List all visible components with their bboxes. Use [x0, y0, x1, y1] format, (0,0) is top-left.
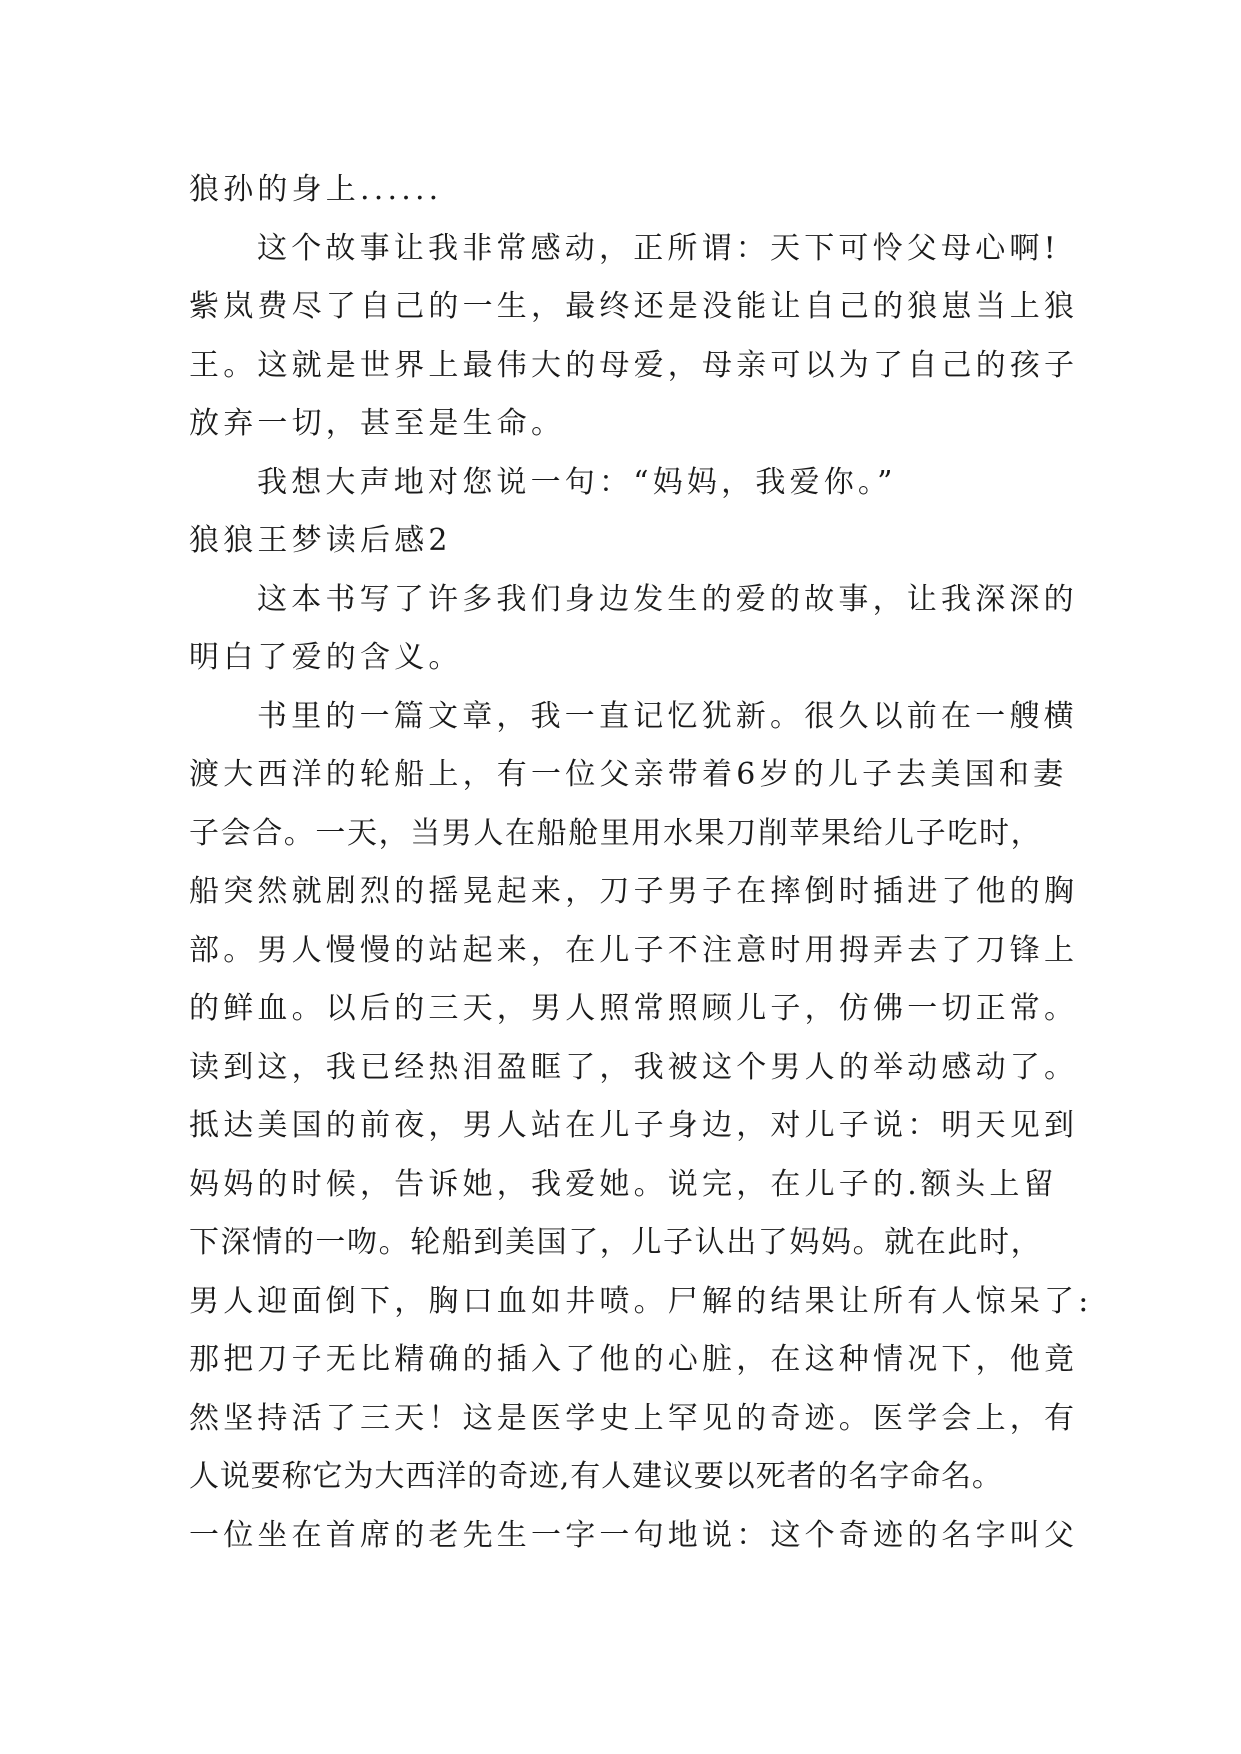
- document-body: [189, 161, 1093, 1565]
- text-line: 读到这，我已经热泪盈眶了，我被这个男人的举动感动了。: [189, 1049, 1079, 1085]
- text-line: 的鲜血。以后的三天，男人照常照顾儿子，仿佛一切正常。: [189, 991, 1079, 1026]
- text-line: 男人迎面倒下，胸口血如井喷。尸解的结果让所有人惊呆了:: [189, 1283, 1093, 1319]
- paragraph-first-line: 我想大声地对您说一句：“妈妈，我爱你。”: [257, 464, 897, 500]
- text-line: 下深情的一吻。轮船到美国了，儿子认出了妈妈。就在此时，: [189, 1225, 1043, 1260]
- text-line: 放弃一切，甚至是生命。: [189, 406, 566, 441]
- text-line: 妈妈的时候，告诉她，我爱她。说完，在儿子的.额头上留: [189, 1166, 1058, 1202]
- section-heading: 狼狼王梦读后感2: [189, 523, 452, 558]
- paragraph-first-line: 书里的一篇文章，我一直记忆犹新。很久以前在一艘横: [257, 698, 1078, 734]
- text-line: 明白了爱的含义。: [189, 640, 463, 675]
- text-line: 一位坐在首席的老先生一字一句地说：这个奇迹的名字叫父: [189, 1517, 1079, 1553]
- text-line: 渡大西洋的轮船上，有一位父亲带着6岁的儿子去美国和妻: [189, 757, 1068, 792]
- text-line: 狼孙的身上......: [189, 172, 443, 207]
- text-line: 人说要称它为大西洋的奇迹,有人建议要以死者的名字命名。: [189, 1459, 1003, 1494]
- text-line: 抵达美国的前夜，男人站在儿子身边，对儿子说：明天见到: [189, 1108, 1079, 1143]
- text-line: 王。这就是世界上最伟大的母爱，母亲可以为了自己的孩子: [189, 347, 1079, 383]
- paragraph-first-line: 这个故事让我非常感动，正所谓：天下可怜父母心啊!: [257, 230, 1060, 266]
- text-line: 紫岚费尽了自己的一生，最终还是没能让自己的狼崽当上狼: [189, 289, 1079, 324]
- paragraph-first-line: 这本书写了许多我们身边发生的爱的故事，让我深深的: [257, 581, 1078, 617]
- text-line: 部。男人慢慢的站起来，在儿子不注意时用拇弄去了刀锋上: [189, 932, 1079, 968]
- text-line: 子会合。一天，当男人在船舱里用水果刀削苹果给儿子吃时，: [189, 815, 1043, 851]
- text-line: 那把刀子无比精确的插入了他的心脏，在这种情况下，他竟: [189, 1342, 1079, 1377]
- text-line: 然坚持活了三天！这是医学史上罕见的奇迹。医学会上，有: [189, 1400, 1079, 1436]
- text-line: 船突然就剧烈的摇晃起来，刀子男子在摔倒时插进了他的胸: [189, 874, 1079, 909]
